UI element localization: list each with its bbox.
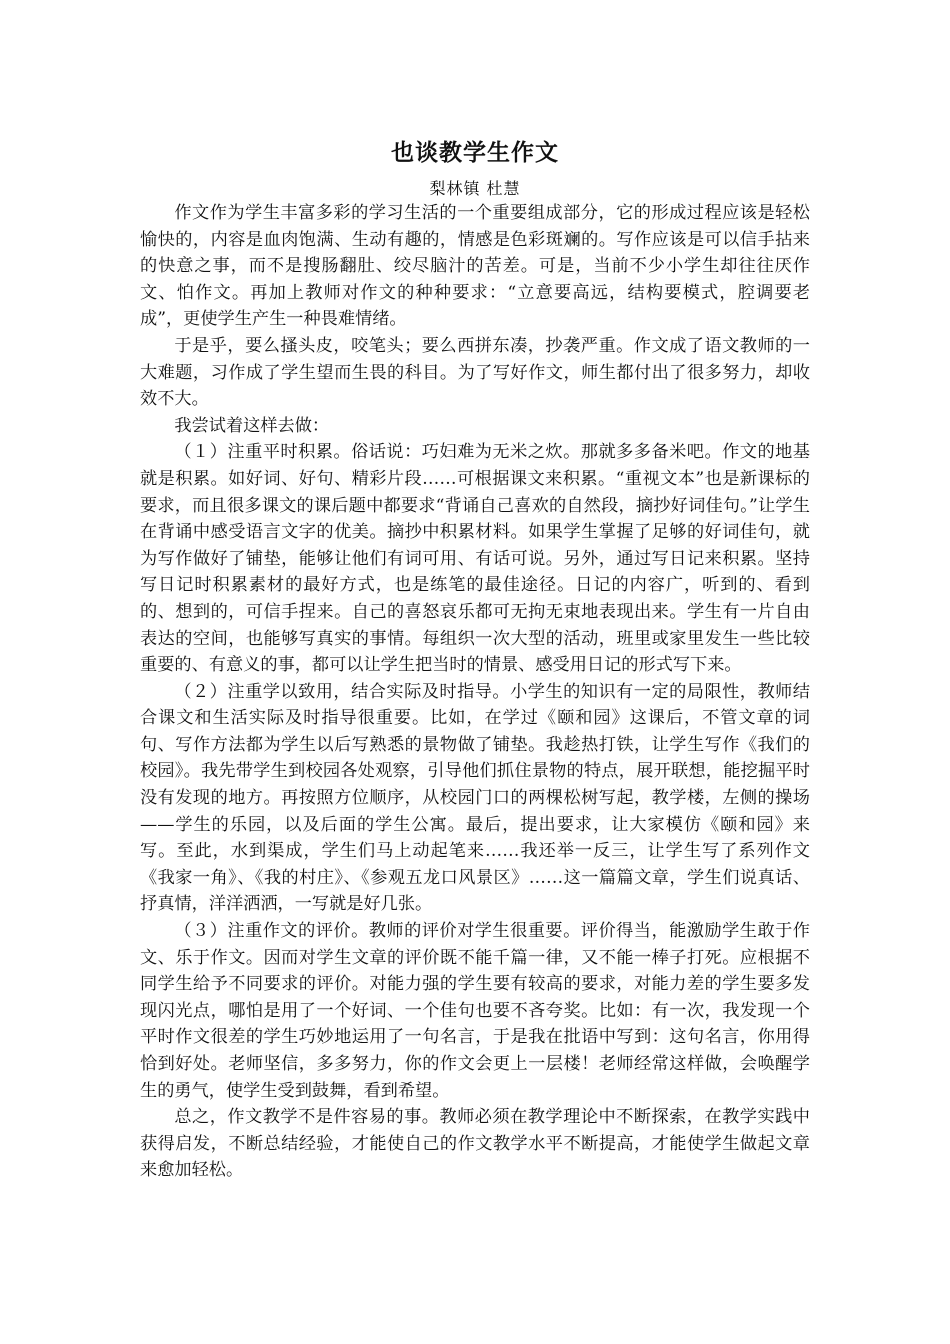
paragraph-problem: 于是乎，要么搔头皮，咬笔头；要么西拼东凑，抄袭严重。作文成了语文教师的一大难题，习作成了学生望而生畏的科目。为了写好作文，师生都付出了很多努力，却收效不大。	[140, 335, 810, 410]
paragraph-point-3: （３）注重作文的评价。教师的评价对学生很重要。评价得当，能激励学生敢于作文、乐于作文。因而对学生文章的评价既不能千篇一律，又不能一棒子打死。应根据不同学生给予不同要求的评价。对能力强的学生要有较高的要求，对能力差的学生要多发现闪光点，哪怕是用了一个好词、一个佳句也要不吝夸奖。比如：有一次，我发现一个平时作文很差的学生巧妙地运用了一句名言，于是我在批语中写到：这句名言，你用得恰到好处。老师坚信，多多努力，你的作文会更上一层楼！老师经常这样做，会唤醒学生的勇气，使学生受到鼓舞，看到希望。	[140, 921, 810, 1101]
paragraph-intro: 作文作为学生丰富多彩的学习生活的一个重要组成部分，它的形成过程应该是轻松愉快的，内容是血肉饱满、生动有趣的，情感是色彩斑斓的。写作应该是可以信手拈来的快意之事，而不是搜肠翻肚、绞尽脑汁的苦差。可是，当前不少小学生却往往厌作文、怕作文。再加上教师对作文的种种要求：“立意要高远，结构要模式，腔调要老成”，更使学生产生一种畏难情绪。	[140, 203, 810, 330]
paragraph-conclusion: 总之，作文教学不是件容易的事。教师必须在教学理论中不断探索，在教学实践中获得启发，不断总结经验，才能使自己的作文教学水平不断提高，才能使学生做起文章来愈加轻松。	[140, 1107, 810, 1181]
document-title: 也谈教学生作文	[391, 140, 559, 166]
author-byline: 梨林镇 杜慧	[429, 179, 521, 198]
paragraph-point-1: （１）注重平时积累。俗话说：巧妇难为无米之炊。那就多多备米吧。作文的地基就是积累。如好词、好句、精彩片段……可根据课文来积累。“重视文本”也是新课标的要求，而且很多课文的课后题中都要求“背诵自己喜欢的自然段，摘抄好词佳句。”让学生在背诵中感受语言文字的优美。摘抄中积累材料。如果学生掌握了足够的好词佳句，就为写作做好了铺垫，能够让他们有词可用、有话可说。另外，通过写日记来积累。坚持写日记时积累素材的最好方式，也是练笔的最佳途径。日记的内容广，听到的、看到的、想到的，可信手捏来。自己的喜怒哀乐都可无拘无束地表现出来。学生有一片自由表达的空间，也能够写真实的事情。每组织一次大型的活动，班里或家里发生一些比较重要的、有意义的事，都可以让学生把当时的情景、感受用日记的形式写下来。	[140, 442, 810, 676]
document-body	[140, 200, 810, 1184]
paragraph-point-2: （２）注重学以致用，结合实际及时指导。小学生的知识有一定的局限性，教师结合课文和生活实际及时指导很重要。比如，在学过《颐和园》这课后，不管文章的词句、写作方法都为学生以后写熟悉的景物做了铺垫。我趁热打铁，让学生写作《我们的校园》。我先带学生到校园各处观察，引导他们抓住景物的特点，展开联想，能挖掘平时没有发现的地方。再按照方位顺序，从校园门口的两棵松树写起，教学楼，左侧的操场——学生的乐园，以及后面的学生公寓。最后，提出要求，让大家模仿《颐和园》来写。至此，水到渠成，学生们马上动起笔来……我还举一反三，让学生写了系列作文《我家一角》、《我的村庄》、《参观五龙口风景区》……这一篇篇文章，学生们说真话、抒真情，洋洋洒洒，一写就是好几张。	[140, 681, 810, 915]
paragraph-approach: 我尝试着这样去做：	[174, 415, 330, 436]
